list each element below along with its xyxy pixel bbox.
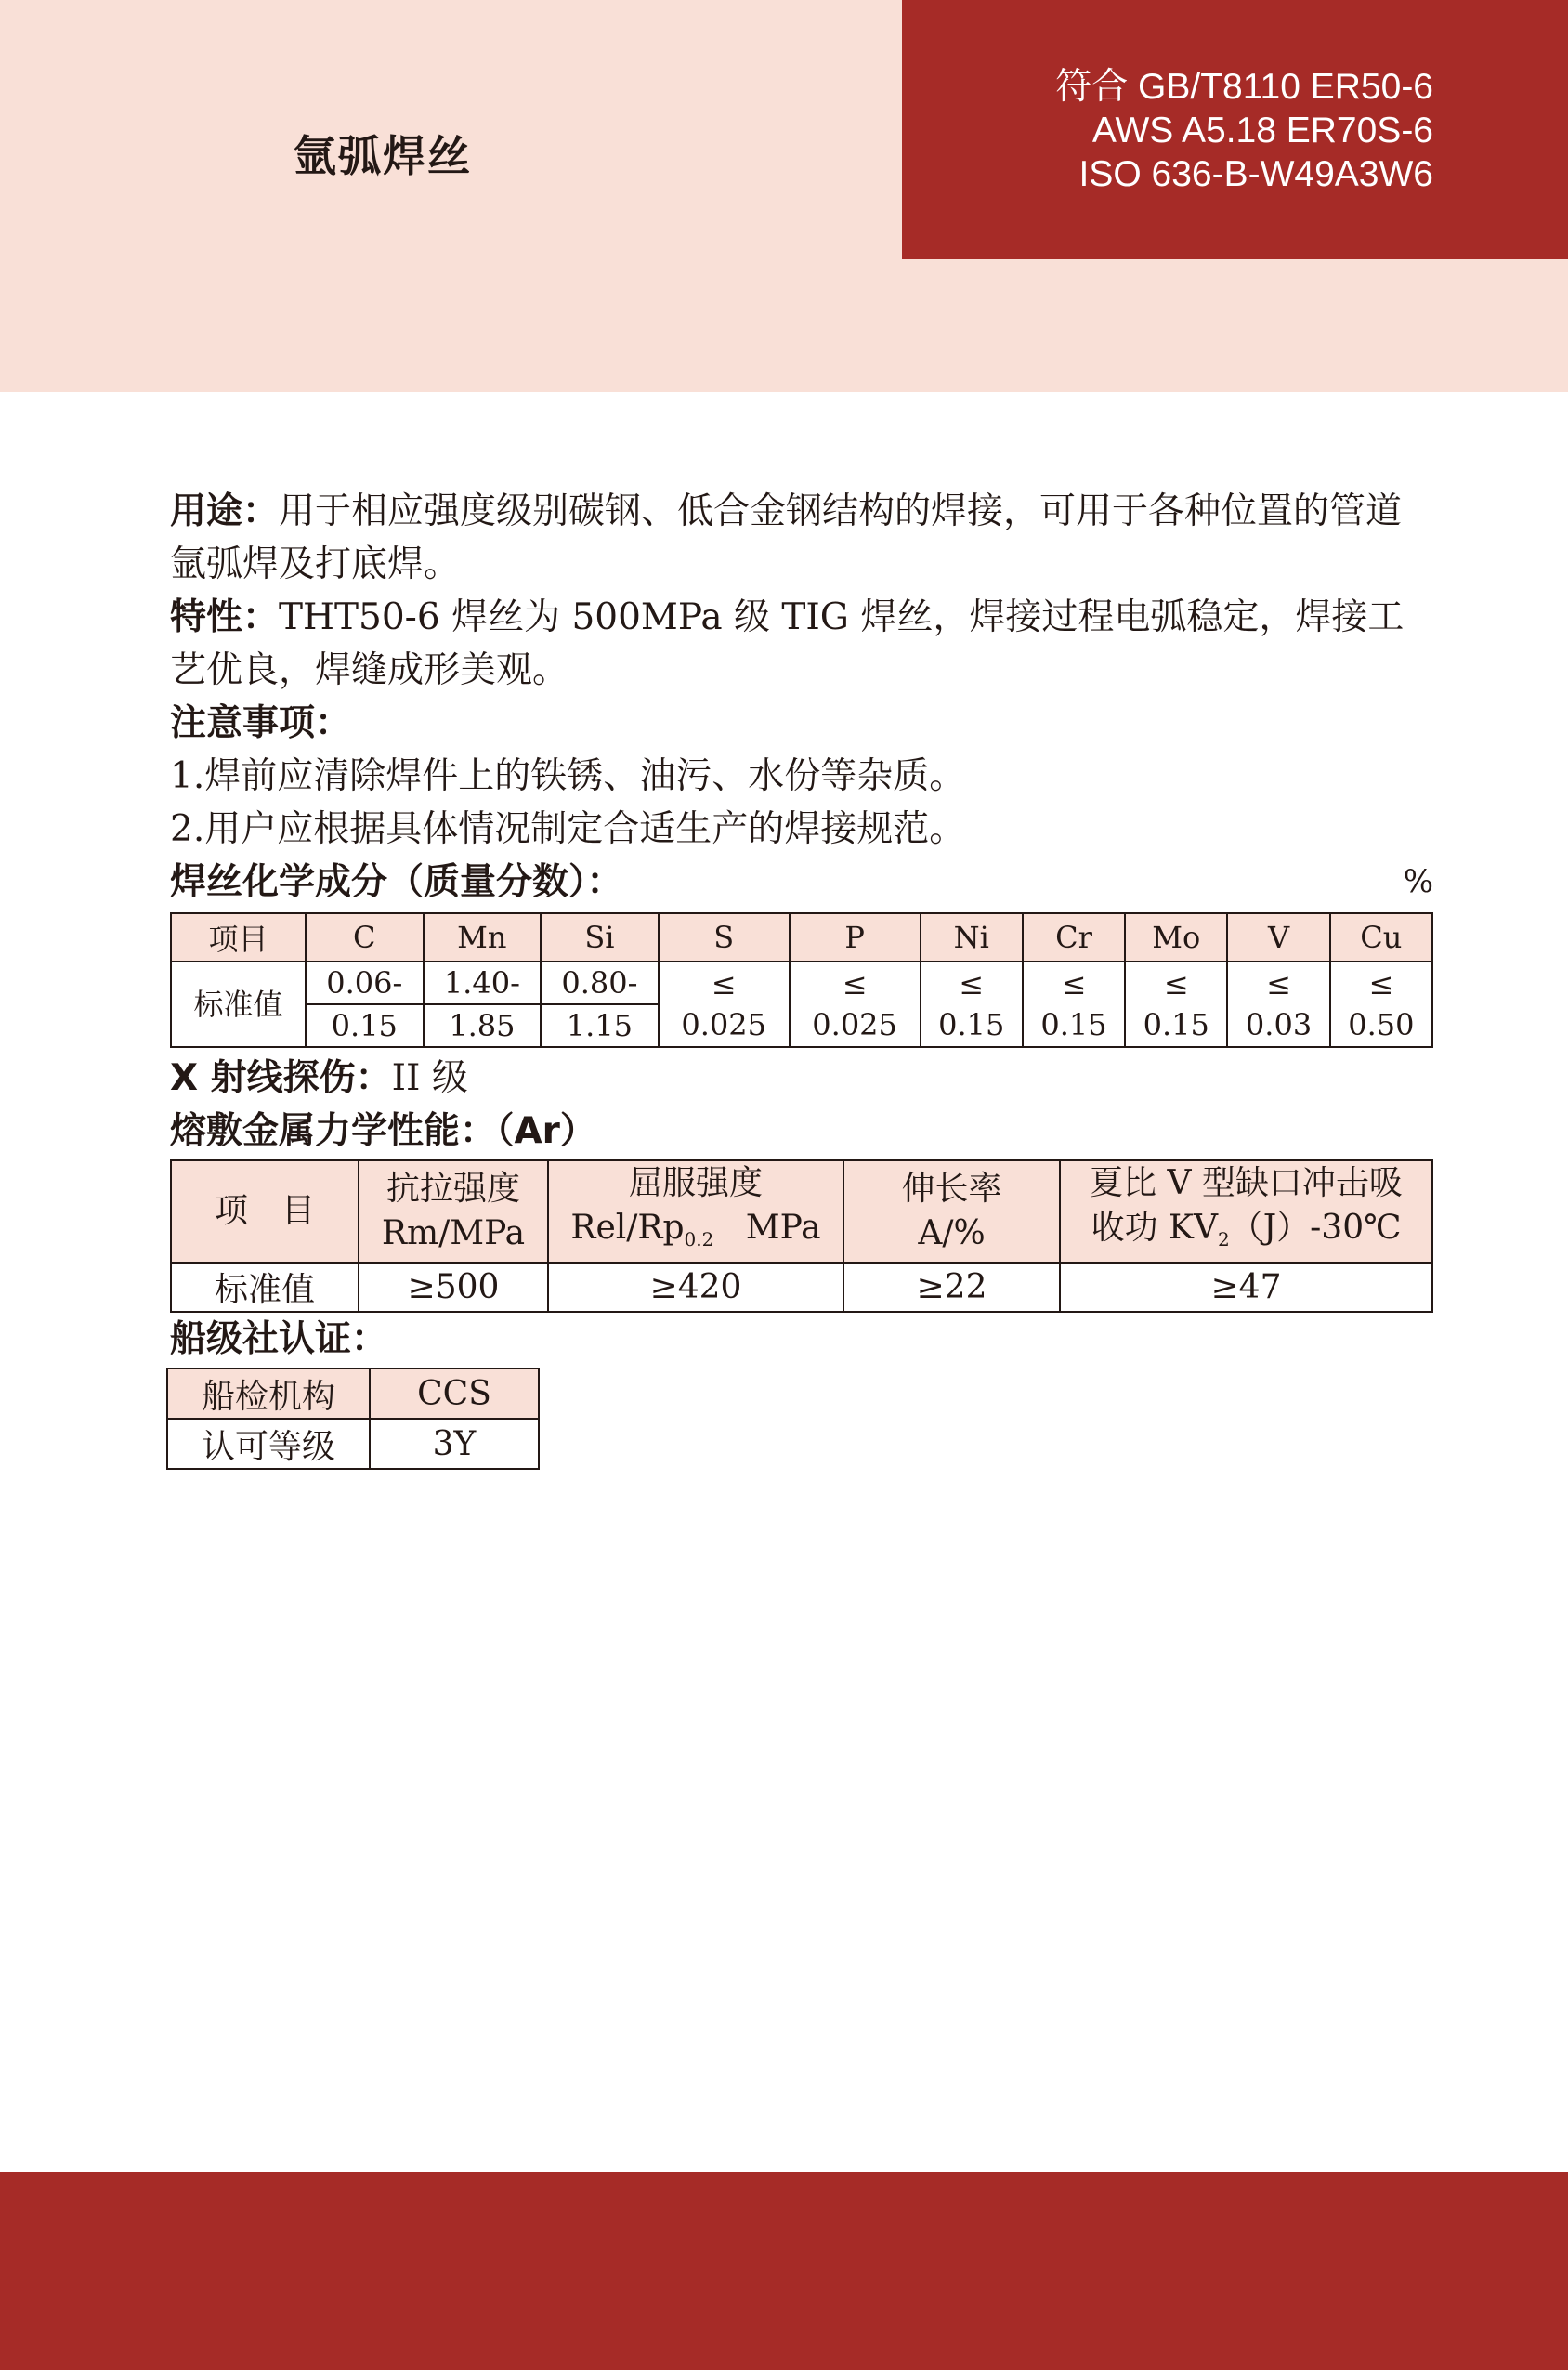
- chem-value-number: 0.15: [938, 1007, 1005, 1042]
- standard-line-3: ISO 636-B-W49A3W6: [1078, 154, 1433, 194]
- mechanical-value-row: [171, 1263, 1432, 1312]
- chem-value: 1.40-: [424, 962, 542, 1004]
- ship-title: 船级社认证：: [170, 1318, 388, 1361]
- usage-label: 用途：: [170, 491, 280, 532]
- chemistry-title: 焊丝化学成分（质量分数）：: [170, 861, 623, 903]
- chem-header-s: S: [659, 913, 790, 962]
- chem-value: 0.80-: [541, 962, 659, 1004]
- chem-header-p: P: [790, 913, 921, 962]
- chem-value-number: 0.50: [1348, 1007, 1415, 1042]
- chemistry-header-row: [171, 913, 1432, 962]
- yield-symbol: Rel/Rp: [570, 1209, 685, 1247]
- chem-value: 0.06-: [306, 962, 424, 1004]
- content: [170, 485, 1433, 1470]
- chem-value-symbol: ≤: [842, 966, 868, 1002]
- mech-header-impact-line2: [1061, 1206, 1431, 1262]
- mechanical-header-row: [171, 1160, 1432, 1263]
- mech-header-yield-unit: [549, 1206, 843, 1262]
- mech-value-elongation: ≥22: [843, 1263, 1060, 1312]
- chem-value: 1.15: [541, 1004, 659, 1047]
- mechanical-table: [170, 1159, 1433, 1313]
- chem-header-ni: Ni: [921, 913, 1023, 962]
- chem-value-cu: [1330, 962, 1432, 1047]
- ship-table: [166, 1368, 540, 1470]
- ship-label: 认可等级: [167, 1419, 370, 1469]
- ship-value: CCS: [370, 1368, 539, 1419]
- product-title: 氩弧焊丝: [294, 131, 472, 181]
- chem-value: 0.15: [306, 1004, 424, 1047]
- chem-value-symbol: ≤: [1368, 966, 1394, 1002]
- mech-header-impact-line1: 夏比 V 型缺口冲击吸: [1090, 1164, 1403, 1202]
- ship-label: 船检机构: [167, 1368, 370, 1419]
- mech-value-yield: ≥420: [548, 1263, 843, 1312]
- chem-value-v: [1227, 962, 1329, 1047]
- feature-label: 特性：: [170, 596, 280, 638]
- chem-value-number: 0.025: [681, 1007, 766, 1042]
- mech-header-yield: [548, 1160, 843, 1263]
- chem-header-si: Si: [541, 913, 659, 962]
- standard-line-2: AWS A5.18 ER70S-6: [1091, 111, 1433, 151]
- chem-header-mn: Mn: [424, 913, 542, 962]
- standards-box: [902, 0, 1568, 259]
- mech-header-tensile-unit: Rm/MPa: [381, 1214, 526, 1253]
- chem-header-c: C: [306, 913, 424, 962]
- mech-header-tensile: [359, 1160, 548, 1263]
- mech-value-tensile: ≥500: [359, 1263, 548, 1312]
- ship-row-2: [167, 1419, 539, 1469]
- chem-value-mo: [1125, 962, 1227, 1047]
- mech-header-yield-name: 屈服强度: [628, 1164, 763, 1202]
- chem-header-cr: Cr: [1023, 913, 1125, 962]
- mech-header-tensile-name: 抗拉强度: [385, 1170, 520, 1209]
- mechanical-title: 熔敷金属力学性能：（Ar）: [170, 1110, 596, 1152]
- xray-label: X 射线探伤：: [170, 1057, 392, 1099]
- chem-header-v: V: [1227, 913, 1329, 962]
- ship-row-1: [167, 1368, 539, 1419]
- chemistry-heading-row: [170, 856, 1433, 909]
- chem-value-cr: [1023, 962, 1125, 1047]
- mech-header-elongation-name: 伸长率: [901, 1170, 1002, 1209]
- note-item-1: 1.焊前应清除焊件上的铁锈、油污、水份等杂质。: [170, 755, 966, 797]
- chem-value-symbol: ≤: [1163, 966, 1189, 1002]
- chem-header-item: 项目: [171, 913, 306, 962]
- chem-value-symbol: ≤: [711, 966, 737, 1002]
- chem-value-number: 0.15: [1143, 1007, 1209, 1042]
- chem-row-label: 标准值: [171, 962, 306, 1047]
- chemistry-value-row-1: [171, 962, 1432, 1004]
- yield-unit: MPa: [745, 1209, 821, 1247]
- impact-unit: （J）-30℃: [1229, 1209, 1402, 1247]
- mech-row-label: 标准值: [171, 1263, 359, 1312]
- chem-value-symbol: ≤: [959, 966, 985, 1002]
- mech-header-item: 项 目: [171, 1160, 359, 1263]
- impact-symbol: 收功 KV: [1091, 1209, 1218, 1247]
- ship-value: 3Y: [370, 1419, 539, 1469]
- chem-value-number: 0.025: [812, 1007, 897, 1042]
- xray-value: II 级: [391, 1057, 468, 1099]
- mech-header-elongation-unit: A/%: [918, 1214, 986, 1253]
- mech-header-impact: [1060, 1160, 1432, 1263]
- yield-subscript: 0.2: [684, 1228, 714, 1251]
- notes-heading: 注意事项：: [170, 702, 352, 744]
- xray-line: [170, 1052, 1433, 1105]
- note-item-2: 2.用户应根据具体情况制定合适生产的焊接规范。: [170, 808, 966, 850]
- footer-band: [0, 2172, 1568, 2370]
- chem-header-cu: Cu: [1330, 913, 1432, 962]
- chem-value-p: [790, 962, 921, 1047]
- feature-paragraph: [170, 591, 1433, 697]
- chem-value-number: 0.03: [1245, 1007, 1313, 1042]
- standard-line-1: 符合 GB/T8110 ER50-6: [1055, 67, 1433, 107]
- chemistry-table: [170, 912, 1433, 1048]
- feature-text: THT50-6 焊丝为 500MPa 级 TIG 焊丝，焊接过程电弧稳定，焊接工艺优良，焊缝成形美观。: [170, 596, 1405, 691]
- mech-header-elongation: [843, 1160, 1060, 1263]
- mech-value-impact: ≥47: [1060, 1263, 1432, 1312]
- chem-header-mo: Mo: [1125, 913, 1227, 962]
- chem-value-symbol: ≤: [1266, 966, 1291, 1002]
- chem-value-symbol: ≤: [1061, 966, 1087, 1002]
- usage-paragraph: [170, 485, 1433, 591]
- usage-text: 用于相应强度级别碳钢、低合金钢结构的焊接，可用于各种位置的管道氩弧焊及打底焊。: [170, 491, 1403, 585]
- chemistry-unit: %: [1403, 863, 1433, 900]
- chem-value-ni: [921, 962, 1023, 1047]
- chem-value-s: [659, 962, 790, 1047]
- chem-value-number: 0.15: [1040, 1007, 1107, 1042]
- impact-subscript: 2: [1217, 1228, 1230, 1251]
- chem-value: 1.85: [424, 1004, 542, 1047]
